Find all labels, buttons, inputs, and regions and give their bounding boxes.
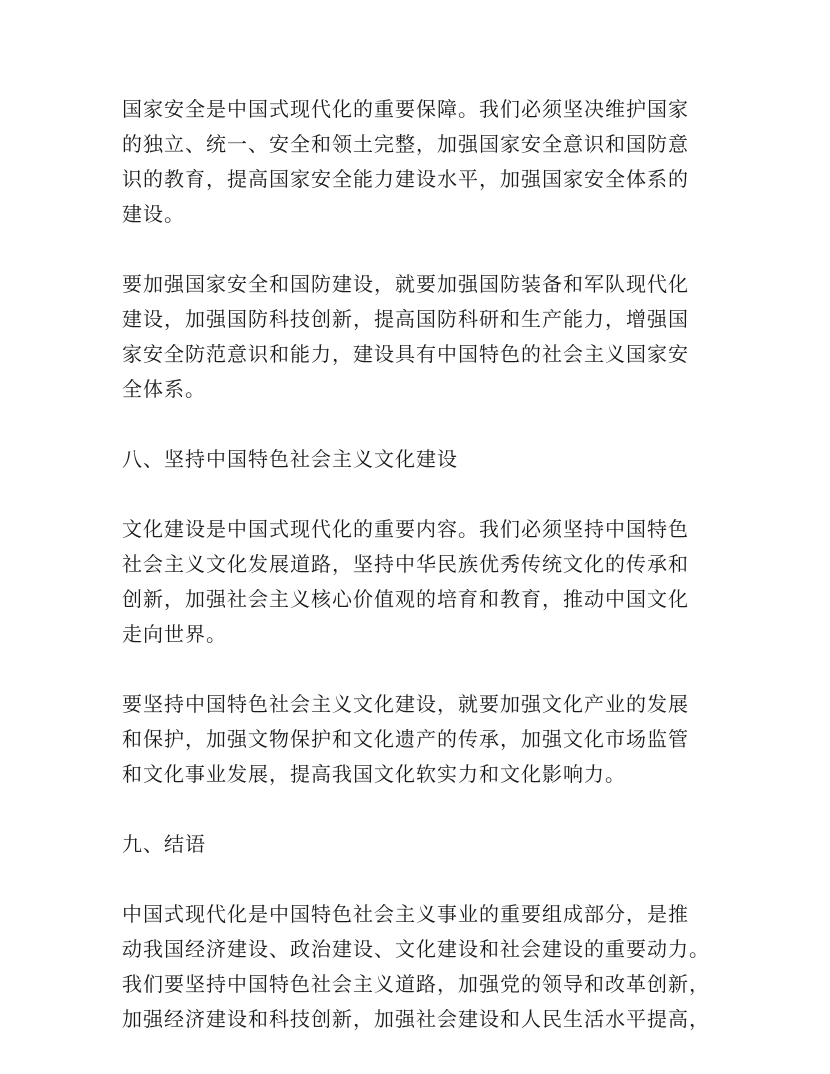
text-line: 我们要坚持中国特色社会主义道路，加强党的领导和改革创新， [122,972,710,996]
paragraph-culture-content [122,512,722,652]
text-line: 全体系。 [122,377,206,401]
text-line: 文化建设是中国式现代化的重要内容。我们必须坚持中国特色 [122,517,689,541]
text-line: 创新，加强社会主义核心价值观的培育和教育，推动中国文化 [122,587,689,611]
text-line: 社会主义文化发展道路，坚持中华民族优秀传统文化的传承和 [122,552,689,576]
text-line: 走向世界。 [122,622,227,646]
paragraph-national-security [122,92,722,232]
text-line: 要加强国家安全和国防建设，就要加强国防装备和军队现代化 [122,272,689,296]
text-line: 要坚持中国特色社会主义文化建设，就要加强文化产业的发展 [122,692,689,716]
text-line: 家安全防范意识和能力，建设具有中国特色的社会主义国家安 [122,342,689,366]
text-line: 加强经济建设和科技创新，加强社会建设和人民生活水平提高， [122,1007,710,1031]
text-line: 和保护，加强文物保护和文化遗产的传承，加强文化市场监管 [122,727,689,751]
text-line: 动我国经济建设、政治建设、文化建设和社会建设的重要动力。 [122,937,710,961]
document-body [122,92,722,1072]
paragraph-culture-industry [122,687,722,792]
paragraph-conclusion [122,897,722,1037]
section-heading-conclusion: 九、结语 [122,832,206,856]
text-line: 和文化事业发展，提高我国文化软实力和文化影响力。 [122,762,626,786]
paragraph-defense-construction [122,267,722,407]
text-line: 建设，加强国防科技创新，提高国防科研和生产能力，增强国 [122,307,689,331]
text-line: 识的教育，提高国家安全能力建设水平，加强国家安全体系的 [122,167,689,191]
text-line: 国家安全是中国式现代化的重要保障。我们必须坚决维护国家 [122,97,689,121]
text-line: 建设。 [122,202,185,226]
text-line: 的独立、统一、安全和领土完整，加强国家安全意识和国防意 [122,132,689,156]
section-heading-culture: 八、坚持中国特色社会主义文化建设 [122,447,458,471]
text-line: 中国式现代化是中国特色社会主义事业的重要组成部分，是推 [122,902,689,926]
